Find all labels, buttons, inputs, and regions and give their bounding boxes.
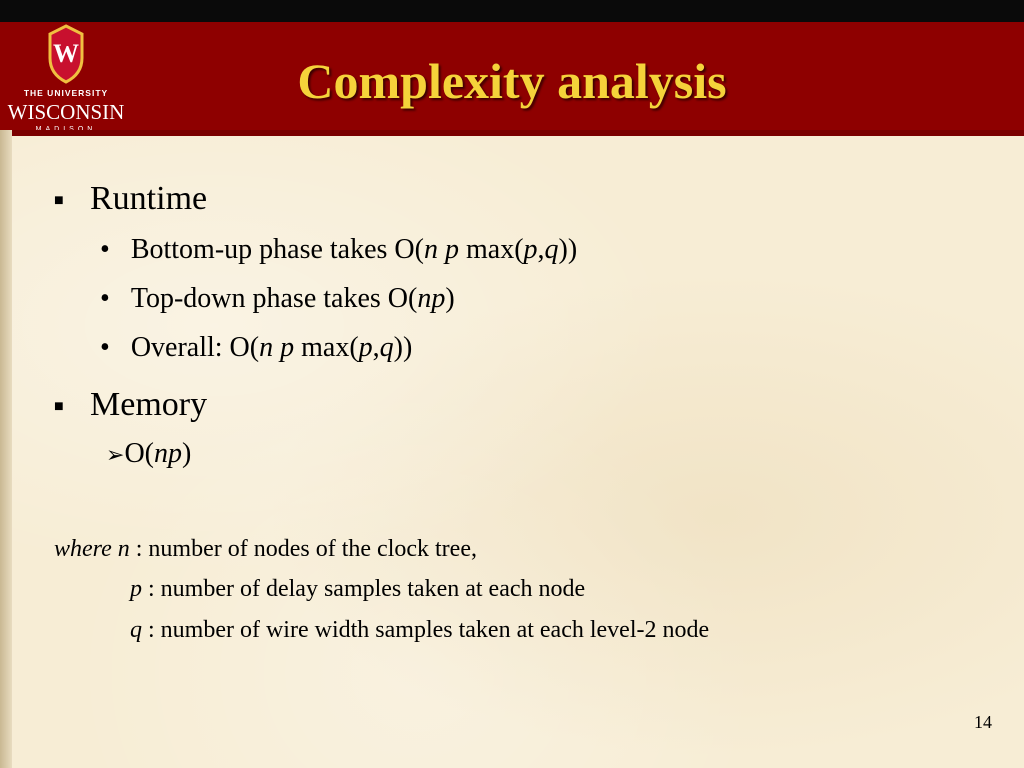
where-lead: where n <box>54 536 130 562</box>
memory-item <box>106 438 506 470</box>
runtime-item-3-comma: , <box>372 332 380 363</box>
where-line-1 <box>54 536 954 563</box>
runtime-item-3-mid: max( <box>294 332 359 363</box>
crest-letter: W <box>53 39 79 68</box>
dot-bullet-icon: • <box>100 332 110 363</box>
runtime-item-3-var2: p <box>358 332 373 363</box>
slide-title: Complexity analysis <box>297 53 727 109</box>
runtime-item-1 <box>100 234 900 266</box>
memory-label: Memory <box>90 386 208 423</box>
runtime-item-2-suffix: ) <box>445 283 455 314</box>
memory-item-var1: np <box>153 438 182 469</box>
memory-item-suffix: ) <box>181 438 192 469</box>
runtime-item-2-var1: np <box>417 283 446 314</box>
arrow-head-bullet-icon: ➢ <box>106 442 125 467</box>
runtime-item-3 <box>100 332 900 364</box>
runtime-item-3-var3: q <box>379 332 394 363</box>
logo-line-wisconsin: WISCONSIN <box>7 100 125 124</box>
runtime-item-2 <box>100 283 900 315</box>
runtime-item-1-var2: p <box>523 234 538 265</box>
dot-bullet-icon: • <box>100 283 110 314</box>
runtime-item-1-mid: max( <box>458 234 524 265</box>
dot-bullet-icon: • <box>100 234 110 265</box>
runtime-item-1-var3: q <box>544 234 559 265</box>
where-line-3-text: : number of wire width samples taken at each level-2 node <box>142 617 710 643</box>
runtime-item-1-comma: , <box>537 234 545 265</box>
where-q-var: q <box>130 617 142 643</box>
square-bullet-icon: ■ <box>54 398 64 415</box>
runtime-item-2-prefix: Top-down phase takes O( <box>130 283 418 314</box>
logo-line-university: THE UNIVERSITY <box>23 88 109 98</box>
runtime-item-3-prefix: Overall: O( <box>130 332 260 363</box>
where-p-var: p <box>130 576 142 602</box>
memory-item-prefix: O( <box>124 438 154 469</box>
runtime-item-3-var1: n p <box>259 332 295 363</box>
where-line-3 <box>130 617 1000 644</box>
runtime-item-1-suffix: )) <box>558 234 578 265</box>
page-number: 14 <box>974 712 992 732</box>
runtime-label: Runtime <box>90 180 208 217</box>
runtime-item-1-prefix: Bottom-up phase takes O( <box>130 234 424 265</box>
runtime-item-1-var1: n p <box>423 234 459 265</box>
where-line-2-text: : number of delay samples taken at each node <box>142 576 586 602</box>
square-bullet-icon: ■ <box>54 192 64 209</box>
where-line-2 <box>130 576 990 603</box>
runtime-item-3-suffix: )) <box>393 332 413 363</box>
where-line-1-text: : number of nodes of the clock tree, <box>129 536 477 562</box>
